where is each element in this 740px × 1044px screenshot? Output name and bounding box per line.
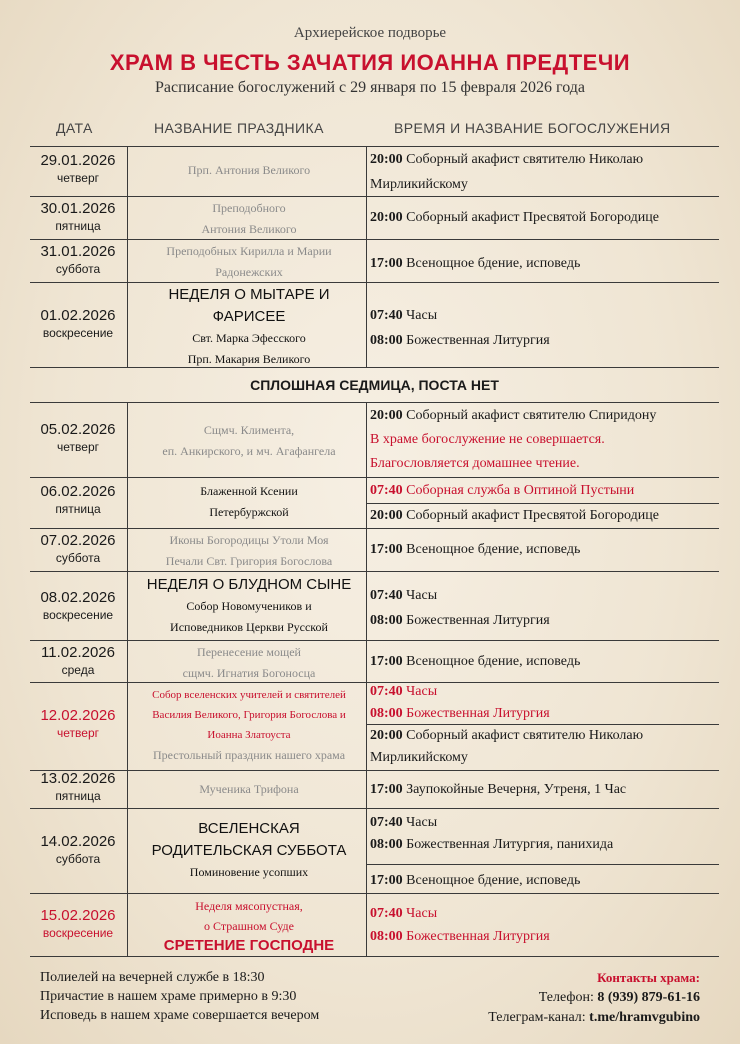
weekday: пятница bbox=[55, 502, 101, 516]
service-cell bbox=[370, 147, 718, 197]
column-header-feast: НАЗВАНИЕ ПРАЗДНИКА bbox=[154, 120, 324, 136]
column-divider bbox=[366, 402, 367, 956]
contacts-title: Контакты храма: bbox=[597, 970, 700, 985]
feast-name: сщмч. Игнатия Богоносца bbox=[182, 666, 316, 680]
phone-label: Телефон: bbox=[538, 990, 594, 1005]
row-divider bbox=[30, 402, 719, 403]
service-name: Всенощное бдение, исповедь bbox=[406, 256, 581, 271]
weekday: суббота bbox=[55, 551, 101, 565]
row-divider bbox=[30, 893, 719, 894]
feast-name: о Страшном Суде bbox=[204, 919, 294, 933]
service-time: 08:00 bbox=[370, 706, 403, 721]
feast-name: Свт. Марка Эфесского bbox=[192, 331, 306, 345]
row-date bbox=[30, 643, 126, 678]
row-divider bbox=[30, 770, 719, 771]
note: Полиелей на вечерней службе в 18:30 bbox=[40, 970, 265, 985]
service-name: Соборная служба в Оптиной Пустыни bbox=[406, 483, 635, 498]
service-name: Божественная Литургия bbox=[406, 333, 550, 348]
service-time: 20:00 bbox=[370, 408, 403, 423]
subtitle: Архиерейское подворье bbox=[293, 25, 447, 41]
service-time: 20:00 bbox=[370, 152, 403, 167]
feast-name: РОДИТЕЛЬСКАЯ СУББОТА bbox=[151, 842, 347, 859]
feast-cell bbox=[133, 642, 365, 684]
service-name: Мирликийскому bbox=[370, 177, 468, 192]
weekday: воскресение bbox=[42, 926, 114, 940]
table-border-bottom bbox=[30, 956, 719, 957]
date-value: 06.02.2026 bbox=[40, 483, 116, 500]
weekday: воскресение bbox=[42, 608, 114, 622]
service-name: Божественная Литургия bbox=[406, 613, 550, 628]
service-time: 08:00 bbox=[370, 333, 403, 348]
service-name: Часы bbox=[406, 588, 438, 603]
service-time: 08:00 bbox=[370, 837, 403, 852]
service-time: 20:00 bbox=[370, 728, 403, 743]
phone-number[interactable]: 8 (939) 879-61-16 bbox=[597, 990, 700, 1005]
service-name: Всенощное бдение, исповедь bbox=[406, 542, 581, 557]
feast-name: Сщмч. Климента, bbox=[203, 423, 295, 437]
page-title: ХРАМ В ЧЕСТЬ ЗАЧАТИЯ ИОАННА ПРЕДТЕЧИ bbox=[109, 50, 631, 75]
date-value: 11.02.2026 bbox=[41, 644, 115, 661]
service-time: 07:40 bbox=[370, 906, 403, 921]
service-name: Соборный акафист святителю Николаю bbox=[406, 152, 644, 167]
telegram-link[interactable]: t.me/hramvgubino bbox=[589, 1010, 700, 1025]
contacts-block bbox=[488, 968, 700, 1028]
feast-name: ВСЕЛЕНСКАЯ bbox=[198, 820, 300, 837]
date-value: 07.02.2026 bbox=[40, 532, 116, 549]
row-date bbox=[30, 906, 126, 941]
note: Причастие в нашем храме примерно в 9:30 bbox=[40, 989, 297, 1004]
schedule-period: Расписание богослужений с 29 января по 15 февраля 2026 года bbox=[154, 79, 585, 96]
row-date bbox=[30, 420, 126, 455]
service-cell bbox=[370, 902, 718, 948]
feast-name: Радонежских bbox=[215, 265, 283, 279]
service-name: Заупокойные Вечерня, Утреня, 1 Час bbox=[406, 782, 627, 797]
feast-cell bbox=[133, 530, 365, 572]
feast-name: Преподобного bbox=[212, 201, 286, 215]
feast-name: Преподобных Кирилла и Марии bbox=[166, 244, 332, 258]
row-date bbox=[30, 769, 126, 804]
service-cell bbox=[370, 303, 718, 353]
feast-name: Блаженной Ксении bbox=[200, 484, 298, 498]
service-time: 07:40 bbox=[370, 815, 403, 830]
service-cell bbox=[370, 251, 718, 276]
column-header-service: ВРЕМЯ И НАЗВАНИЕ БОГОСЛУЖЕНИЯ bbox=[394, 120, 671, 136]
feast-note: Престольный праздник нашего храма bbox=[152, 748, 346, 762]
service-name: Соборный акафист Пресвятой Богородице bbox=[406, 210, 659, 225]
feast-name: Поминовение усопших bbox=[189, 865, 309, 879]
service-time: 17:00 bbox=[370, 654, 403, 669]
service-time: 08:00 bbox=[370, 929, 403, 944]
feast-name: Неделя мясопустная, bbox=[195, 899, 303, 913]
date-value: 05.02.2026 bbox=[40, 421, 116, 438]
service-name: Часы bbox=[406, 906, 438, 921]
row-date bbox=[30, 199, 126, 234]
feast-name: Прп. Антония Великого bbox=[187, 163, 311, 177]
service-divider bbox=[367, 864, 719, 865]
feast-cell bbox=[133, 160, 365, 181]
feast-name: НЕДЕЛЯ О БЛУДНОМ СЫНЕ bbox=[146, 576, 352, 593]
feast-cell bbox=[133, 685, 365, 765]
feast-name: Прп. Макария Великого bbox=[187, 352, 311, 366]
service-cell bbox=[370, 812, 718, 856]
feast-name: Собор Новомучеников и bbox=[186, 599, 312, 613]
feast-cell bbox=[133, 818, 365, 883]
service-name: Божественная Литургия bbox=[406, 929, 550, 944]
weekday: пятница bbox=[55, 789, 101, 803]
date-value: 01.02.2026 bbox=[40, 307, 116, 324]
date-value: 31.01.2026 bbox=[40, 243, 116, 260]
feast-cell bbox=[133, 896, 365, 956]
service-time: 17:00 bbox=[370, 542, 403, 557]
feast-name: Антония Великого bbox=[201, 222, 297, 236]
date-value: 13.02.2026 bbox=[40, 770, 116, 787]
row-divider bbox=[30, 808, 719, 809]
row-date bbox=[30, 306, 126, 341]
column-divider bbox=[127, 402, 128, 956]
service-name: Часы bbox=[406, 684, 438, 699]
service-cell bbox=[370, 649, 718, 674]
feast-cell bbox=[133, 574, 365, 638]
feast-name: Иконы Богородицы Утоли Моя bbox=[169, 533, 329, 547]
feast-name: СРЕТЕНИЕ ГОСПОДНЕ bbox=[163, 937, 335, 954]
date-value: 14.02.2026 bbox=[40, 833, 116, 850]
column-divider bbox=[127, 146, 128, 367]
note: Исповедь в нашем храме совершается вечером bbox=[40, 1008, 320, 1023]
row-date bbox=[30, 531, 126, 566]
weekday: четверг bbox=[57, 171, 99, 185]
weekday: четверг bbox=[57, 440, 99, 454]
service-cell bbox=[370, 583, 718, 633]
service-name: Часы bbox=[406, 815, 438, 830]
column-divider bbox=[366, 146, 367, 367]
service-cell bbox=[370, 777, 718, 802]
weekday: воскресение bbox=[42, 326, 114, 340]
service-cell bbox=[370, 205, 718, 230]
feast-name: НЕДЕЛЯ О МЫТАРЕ И bbox=[168, 286, 330, 303]
row-date bbox=[30, 706, 126, 741]
service-name: Всенощное бдение, исповедь bbox=[406, 873, 581, 888]
service-time: 07:40 bbox=[370, 308, 403, 323]
feast-cell bbox=[133, 481, 365, 523]
weekday: четверг bbox=[57, 726, 99, 740]
date-value: 12.02.2026 bbox=[40, 707, 116, 724]
service-name: Всенощное бдение, исповедь bbox=[406, 654, 581, 669]
weekday: суббота bbox=[55, 852, 101, 866]
service-time: 20:00 bbox=[370, 508, 403, 523]
service-cell bbox=[370, 478, 718, 528]
feast-name: ФАРИСЕЕ bbox=[212, 308, 286, 325]
weekday: суббота bbox=[55, 262, 101, 276]
feast-name: Исповедников Церкви Русской bbox=[170, 620, 328, 634]
footer-notes bbox=[40, 968, 319, 1025]
service-time: 07:40 bbox=[370, 684, 403, 699]
feast-name: еп. Анкирского, и мч. Агафангела bbox=[162, 444, 336, 458]
row-date bbox=[30, 151, 126, 186]
telegram-label: Телеграм-канал: bbox=[488, 1010, 586, 1025]
special-notice: СПЛОШНАЯ СЕДМИЦА, ПОСТА НЕТ bbox=[250, 377, 499, 393]
weekday: среда bbox=[61, 663, 95, 677]
date-value: 30.01.2026 bbox=[40, 200, 116, 217]
service-note: Благословляется домашнее чтение. bbox=[370, 456, 580, 471]
feast-cell bbox=[133, 198, 365, 240]
date-value: 29.01.2026 bbox=[40, 152, 116, 169]
service-time: 07:40 bbox=[370, 588, 403, 603]
service-cell bbox=[370, 870, 718, 892]
service-time: 17:00 bbox=[370, 873, 403, 888]
service-name: Божественная Литургия bbox=[406, 706, 550, 721]
service-name: Мирликийскому bbox=[370, 750, 468, 765]
service-name: Часы bbox=[406, 308, 438, 323]
service-name: Божественная Литургия, панихида bbox=[406, 837, 614, 852]
column-header-date: ДАТА bbox=[56, 120, 93, 136]
feast-name: Собор вселенских учителей и святителей bbox=[152, 689, 346, 701]
feast-cell bbox=[133, 241, 365, 283]
row-date bbox=[30, 242, 126, 277]
service-time: 07:40 bbox=[370, 483, 403, 498]
service-note: В храме богослужение не совершается. bbox=[370, 432, 605, 447]
service-cell bbox=[370, 681, 718, 769]
service-time: 17:00 bbox=[370, 256, 403, 271]
weekday: пятница bbox=[55, 219, 101, 233]
date-value: 08.02.2026 bbox=[40, 589, 116, 606]
feast-name: Петербуржской bbox=[209, 505, 289, 519]
feast-name: Мученика Трифона bbox=[199, 782, 299, 796]
service-time: 20:00 bbox=[370, 210, 403, 225]
row-date bbox=[30, 482, 126, 517]
service-cell bbox=[370, 537, 718, 562]
feast-name: Перенесение мощей bbox=[197, 645, 301, 659]
feast-cell bbox=[133, 420, 365, 462]
feast-name: Василия Великого, Григория Богослова и bbox=[152, 709, 346, 721]
row-date bbox=[30, 588, 126, 623]
row-divider bbox=[30, 528, 719, 529]
feast-cell bbox=[133, 779, 365, 800]
service-name: Соборный акафист святителю Спиридону bbox=[406, 408, 657, 423]
service-cell bbox=[370, 404, 718, 476]
date-value: 15.02.2026 bbox=[40, 907, 116, 924]
row-date bbox=[30, 832, 126, 867]
service-name: Соборный акафист святителю Николаю bbox=[406, 728, 644, 743]
service-name: Соборный акафист Пресвятой Богородице bbox=[406, 508, 659, 523]
feast-cell bbox=[133, 284, 365, 370]
row-divider bbox=[30, 640, 719, 641]
service-time: 08:00 bbox=[370, 613, 403, 628]
service-time: 17:00 bbox=[370, 782, 403, 797]
feast-name: Иоанна Златоуста bbox=[207, 729, 291, 741]
feast-name: Печали Свт. Григория Богослова bbox=[165, 554, 333, 568]
